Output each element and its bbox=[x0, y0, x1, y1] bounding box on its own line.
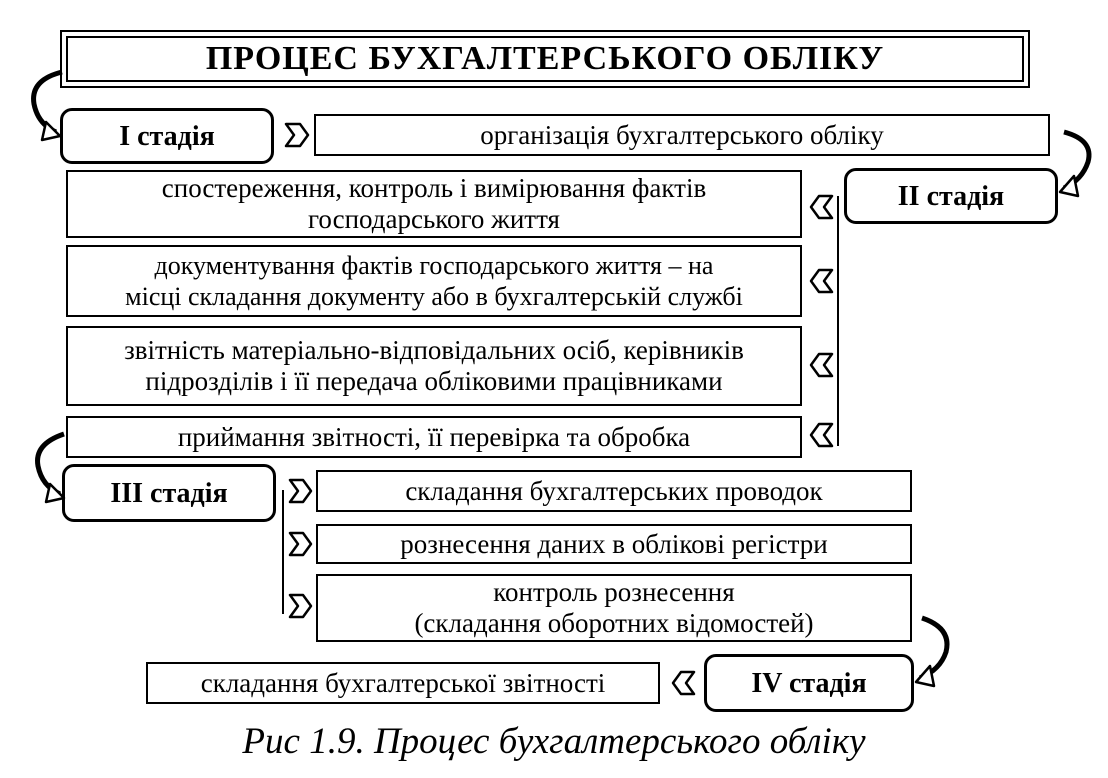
stage-1-label: I стадія bbox=[119, 120, 215, 152]
stage-2-item-3 bbox=[66, 326, 802, 406]
stage-2-item-1-line-2: господарського життя bbox=[308, 204, 560, 234]
stage-4-item-1-text: складання бухгалтерської звітності bbox=[200, 667, 606, 698]
left-bracket-icon-stage-2-4 bbox=[811, 424, 832, 446]
right-bracket-icon-stage-3-3 bbox=[290, 595, 311, 617]
right-bracket-icon-stage-3-2 bbox=[290, 533, 311, 555]
stage-4-label: IV стадія bbox=[751, 667, 867, 699]
stage-2-label: II стадія bbox=[897, 180, 1005, 212]
stage-4-box bbox=[704, 654, 914, 712]
stage-2-item-1-line-1: спостереження, контроль і вимірювання фактів bbox=[161, 173, 707, 203]
stage-2-item-3-line-1: звітність матеріально-відповідальних осіб, керівників bbox=[124, 335, 744, 365]
stage-3-item-1-text: складання бухгалтерських проводок bbox=[405, 475, 823, 506]
stage-2-item-4-text: приймання звітності, її перевірка та обробка bbox=[177, 421, 691, 452]
stage-1-item-1-text: організація бухгалтерського обліку bbox=[480, 119, 884, 150]
left-bracket-icon-stage-2-2 bbox=[811, 270, 832, 292]
stage-2-item-4 bbox=[66, 416, 802, 458]
curved-arrow-to-stage-4-head bbox=[916, 666, 934, 686]
curved-arrow-to-stage-3 bbox=[38, 434, 64, 494]
left-bracket-icon-stage-4 bbox=[673, 672, 694, 694]
stage-3-item-2 bbox=[316, 524, 912, 564]
diagram-title-text: ПРОЦЕС БУХГАЛТЕРСЬКОГО ОБЛІКУ bbox=[205, 40, 885, 77]
right-bracket-icon-stage-1 bbox=[286, 124, 308, 146]
curved-arrow-to-stage-4 bbox=[920, 618, 947, 678]
stage-3-item-3-line-1: контроль рознесення bbox=[493, 577, 735, 607]
stage-2-item-1 bbox=[66, 170, 802, 238]
diagram-title bbox=[60, 30, 1030, 88]
stage-2-item-2-line-1: документування фактів господарського життя – на bbox=[154, 251, 714, 280]
stage-2-item-2 bbox=[66, 245, 802, 317]
left-bracket-icon-stage-2-3 bbox=[811, 354, 832, 376]
stage-2-item-3-line-2: підрозділів і її передача обліковими працівниками bbox=[145, 366, 723, 396]
stage-2-item-2-line-2: місці складання документу або в бухгалтерській службі bbox=[125, 282, 743, 311]
curved-arrow-to-stage-2-head bbox=[1060, 176, 1078, 196]
stage-3-item-3 bbox=[316, 574, 912, 642]
stage-1-item-1 bbox=[314, 114, 1050, 156]
stage-3-item-2-text: рознесення даних в облікові регістри bbox=[400, 528, 828, 559]
curved-arrow-to-stage-2 bbox=[1064, 132, 1089, 188]
curved-arrow-to-stage-1 bbox=[34, 72, 62, 132]
stage-3-item-1 bbox=[316, 470, 912, 512]
stage-1-box bbox=[60, 108, 274, 164]
left-bracket-icon-stage-2-1 bbox=[811, 196, 832, 218]
stage-3-label: III стадія bbox=[110, 477, 228, 509]
curved-arrow-to-stage-1-head bbox=[42, 122, 60, 140]
stage-4-item-1 bbox=[146, 662, 660, 704]
stage-3-box bbox=[62, 464, 276, 522]
stage-2-box bbox=[844, 168, 1058, 224]
stage-3-item-3-line-2: (складання оборотних відомостей) bbox=[414, 608, 814, 638]
figure-caption: Рис 1.9. Процес бухгалтерського обліку bbox=[242, 721, 866, 762]
right-bracket-icon-stage-3-1 bbox=[290, 480, 311, 502]
